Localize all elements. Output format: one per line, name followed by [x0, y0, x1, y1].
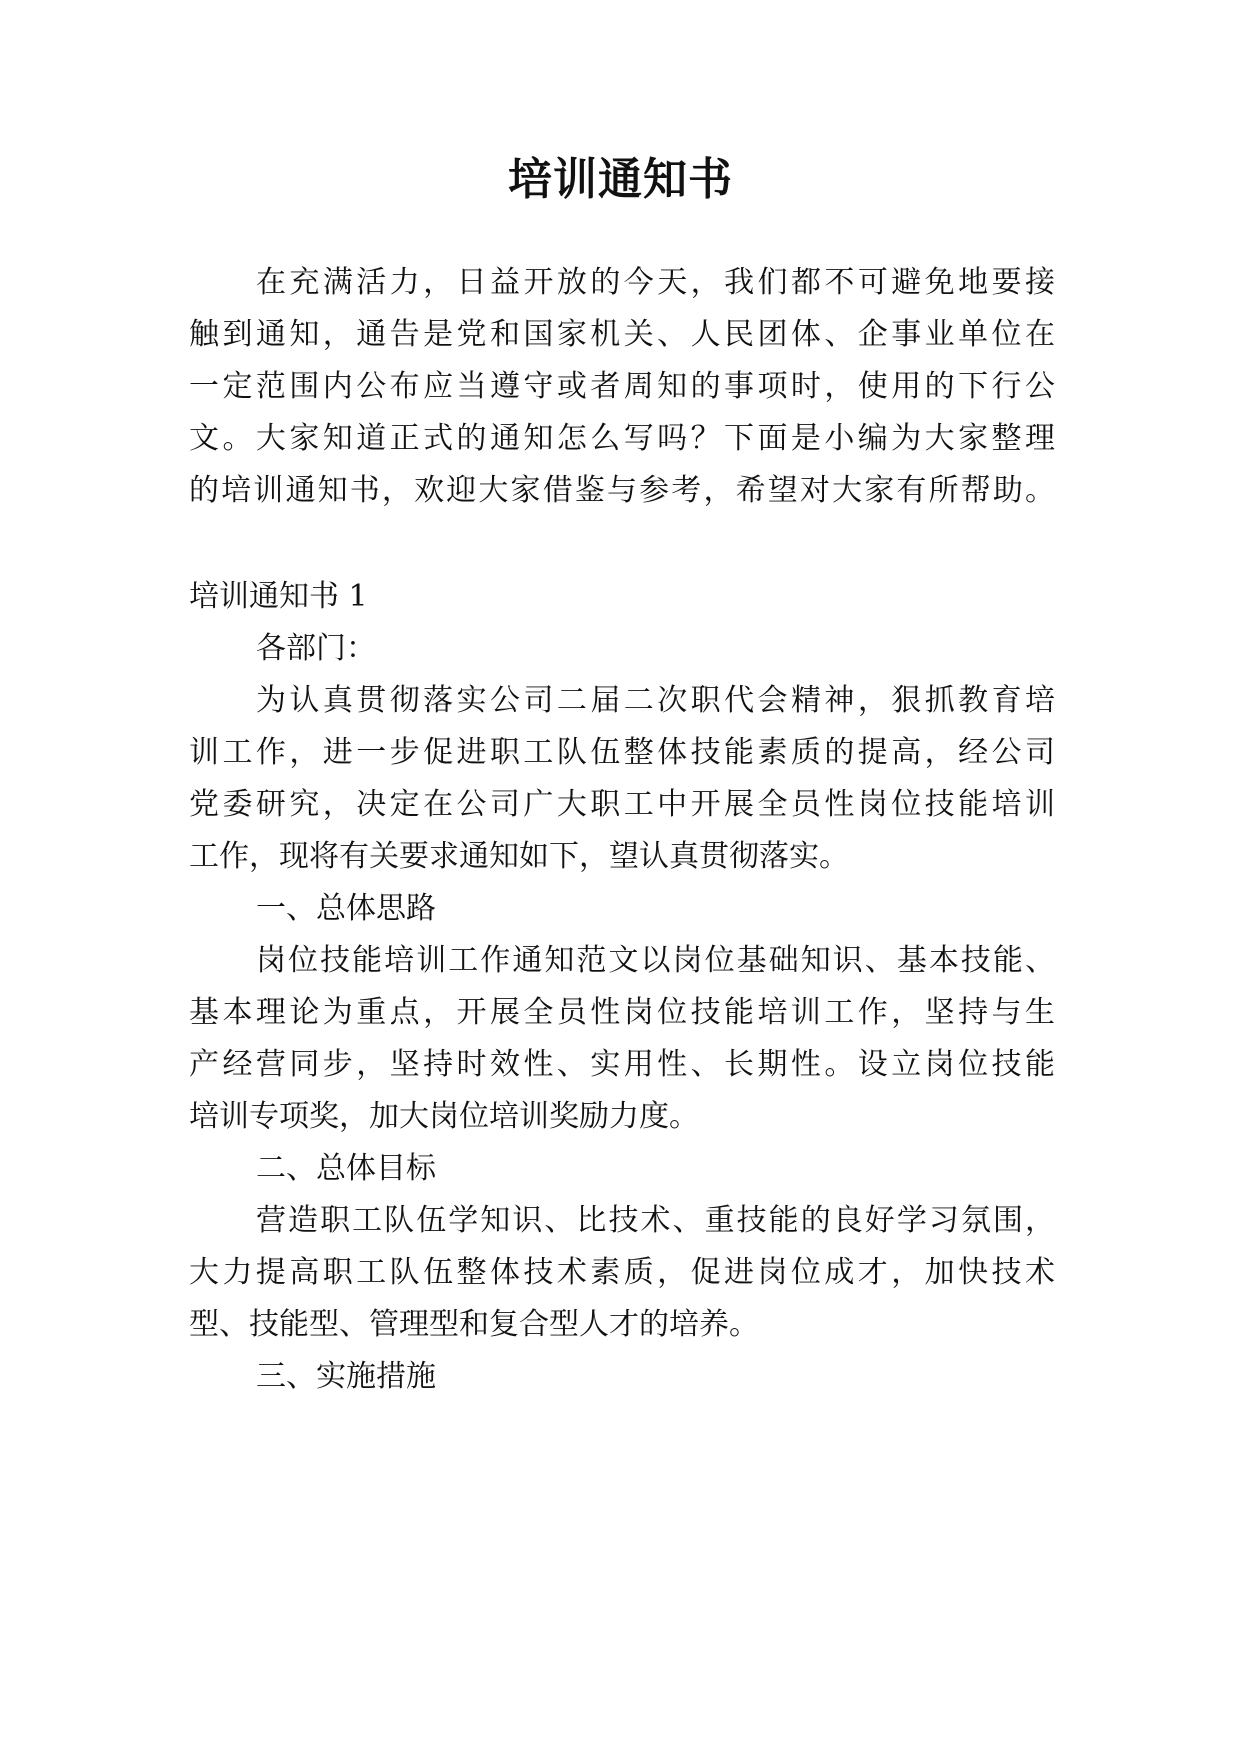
- intro-line: 在充满活力，日益开放的今天，我们都不可避免地要接: [256, 265, 1055, 300]
- body-line: 产经营同步，坚持时效性、实用性、长期性。设立岗位技能: [189, 1047, 1055, 1082]
- intro-line: 触到通知，通告是党和国家机关、人民团体、企事业单位在: [189, 317, 1055, 352]
- subheading-overall-goal: 二、总体目标: [256, 1151, 436, 1186]
- subheading-overall-approach: 一、总体思路: [256, 891, 436, 926]
- body-line: 岗位技能培训工作通知范文以岗位基础知识、基本技能、: [256, 943, 1055, 978]
- body-line: 工作，现将有关要求通知如下，望认真贯彻落实。: [189, 839, 849, 874]
- salutation: 各部门：: [256, 631, 376, 666]
- intro-line: 文。大家知道正式的通知怎么写吗？下面是小编为大家整理: [189, 421, 1055, 456]
- document-title: 培训通知书: [508, 154, 733, 205]
- body-line: 为认真贯彻落实公司二届二次职代会精神，狠抓教育培: [256, 683, 1055, 718]
- body-line: 培训专项奖，加大岗位培训奖励力度。: [189, 1099, 699, 1134]
- subheading-implementation-measures: 三、实施措施: [256, 1359, 436, 1394]
- body-line: 营造职工队伍学知识、比技术、重技能的良好学习氛围，: [256, 1203, 1055, 1238]
- body-line: 训工作，进一步促进职工队伍整体技能素质的提高，经公司: [189, 735, 1055, 770]
- intro-line: 一定范围内公布应当遵守或者周知的事项时，使用的下行公: [189, 369, 1055, 404]
- body-line: 型、技能型、管理型和复合型人才的培养。: [189, 1307, 759, 1342]
- body-line: 党委研究，决定在公司广大职工中开展全员性岗位技能培训: [189, 787, 1055, 822]
- section-heading: 培训通知书 1: [189, 579, 368, 614]
- body-line: 大力提高职工队伍整体技术素质，促进岗位成才，加快技术: [189, 1255, 1055, 1290]
- body-line: 基本理论为重点，开展全员性岗位技能培训工作，坚持与生: [189, 995, 1055, 1030]
- intro-line: 的培训通知书，欢迎大家借鉴与参考，希望对大家有所帮助。: [189, 473, 1055, 508]
